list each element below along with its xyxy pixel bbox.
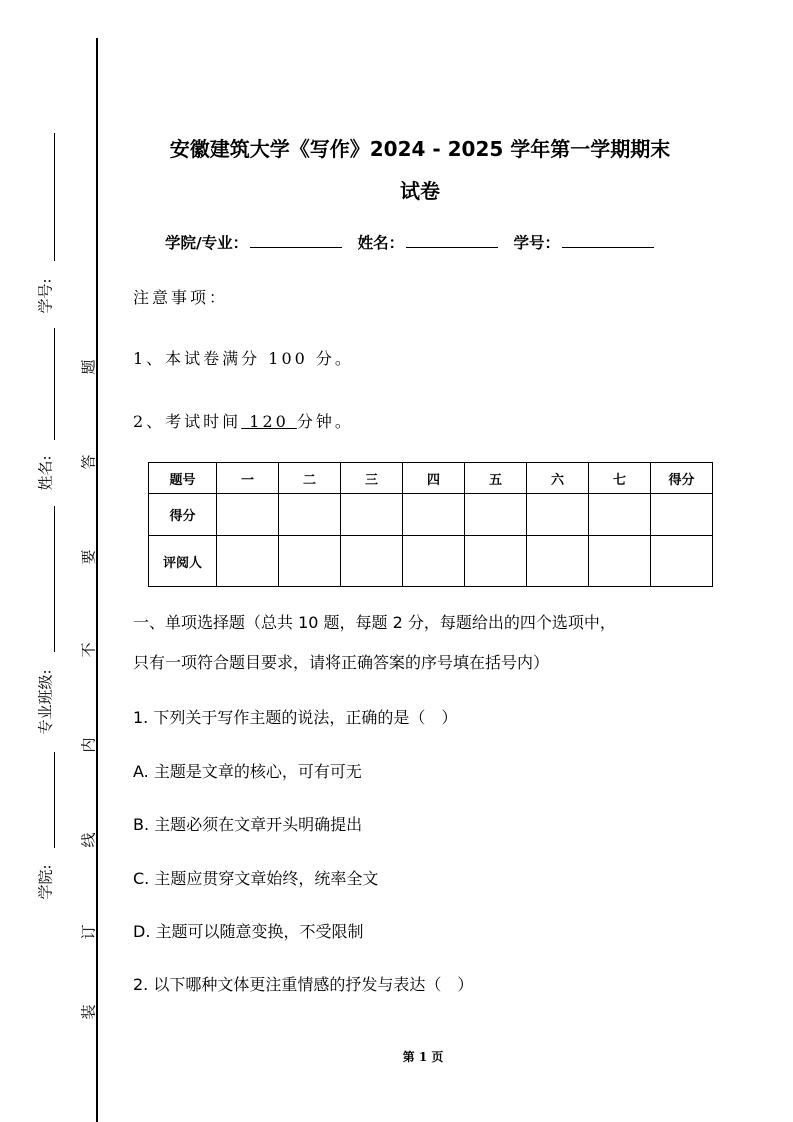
cell[interactable]	[341, 494, 403, 536]
notes-heading: 注意事项：	[133, 288, 229, 307]
table-header: 五	[465, 463, 527, 494]
row-label: 评阅人	[149, 536, 217, 587]
note-item	[133, 409, 354, 432]
table-header: 三	[341, 463, 403, 494]
cell[interactable]	[279, 494, 341, 536]
cell[interactable]	[217, 536, 279, 587]
cell[interactable]	[279, 536, 341, 587]
note-text: 分钟。	[296, 412, 354, 431]
row-label: 得分	[149, 494, 217, 536]
cell[interactable]	[403, 494, 465, 536]
table-header-row	[149, 463, 713, 494]
cell[interactable]	[465, 536, 527, 587]
exam-title-line2: 试卷	[400, 179, 440, 203]
option: A. 主题是文章的核心，可有可无	[133, 762, 362, 781]
cell[interactable]	[465, 494, 527, 536]
page-number: 第 1 页	[402, 1050, 444, 1064]
student-info-line	[165, 231, 664, 253]
table-row	[149, 536, 713, 587]
option: D. 主题可以随意变换，不受限制	[133, 922, 364, 941]
cell[interactable]	[217, 494, 279, 536]
table-header: 七	[589, 463, 651, 494]
table-row	[149, 494, 713, 536]
exam-duration: 120	[241, 412, 297, 431]
college-blank[interactable]	[250, 232, 342, 248]
margin-field-college: 学院:	[36, 864, 55, 900]
question-stem: 2. 以下哪种文体更注重情感的抒发与表达（ ）	[133, 975, 474, 994]
table-header: 四	[403, 463, 465, 494]
margin-warning-char: 订	[79, 924, 98, 940]
cell[interactable]	[527, 494, 589, 536]
section-heading-line2: 只有一项符合题目要求，请将正确答案的序号填在括号内）	[133, 653, 550, 672]
id-blank[interactable]	[562, 232, 654, 248]
cell[interactable]	[651, 536, 713, 587]
table-header: 六	[527, 463, 589, 494]
margin-field-name: 姓名:	[36, 455, 55, 491]
table-header: 一	[217, 463, 279, 494]
margin-warning-char: 题	[79, 359, 98, 375]
cell[interactable]	[341, 536, 403, 587]
section-heading: 一、单项选择题（总共 10 题，每题 2 分，每题给出的四个选项中，	[133, 613, 616, 632]
cell[interactable]	[589, 494, 651, 536]
question-stem: 1. 下列关于写作主题的说法，正确的是（ ）	[133, 708, 458, 727]
score-table	[148, 462, 713, 587]
option: B. 主题必须在文章开头明确提出	[133, 815, 363, 834]
name-label: 姓名：	[357, 234, 405, 252]
margin-warning-char: 内	[79, 737, 98, 753]
margin-line	[54, 752, 55, 848]
margin-warning-char: 答	[79, 454, 98, 470]
note-text: 2、考试时间	[133, 412, 242, 431]
cell[interactable]	[403, 536, 465, 587]
cell[interactable]	[589, 536, 651, 587]
cell[interactable]	[651, 494, 713, 536]
id-label: 学号：	[513, 234, 561, 252]
option: C. 主题应贯穿文章始终，统率全文	[133, 869, 379, 888]
table-header: 二	[279, 463, 341, 494]
margin-warning-char: 装	[79, 1004, 98, 1020]
margin-line	[54, 506, 55, 652]
margin-field-id: 学号:	[36, 278, 55, 314]
cell[interactable]	[527, 536, 589, 587]
name-blank[interactable]	[406, 232, 498, 248]
table-header: 题号	[149, 463, 217, 494]
note-item: 1、本试卷满分 100 分。	[133, 349, 354, 368]
table-header: 得分	[651, 463, 713, 494]
margin-warning-char: 不	[79, 642, 98, 658]
margin-field-class: 专业班级:	[36, 669, 55, 735]
margin-warning-char: 要	[79, 549, 98, 565]
margin-line	[54, 328, 55, 440]
exam-title: 安徽建筑大学《写作》2024 - 2025 学年第一学期期末	[169, 137, 671, 161]
margin-warning-char: 线	[79, 832, 98, 848]
college-label: 学院/专业：	[165, 234, 249, 252]
